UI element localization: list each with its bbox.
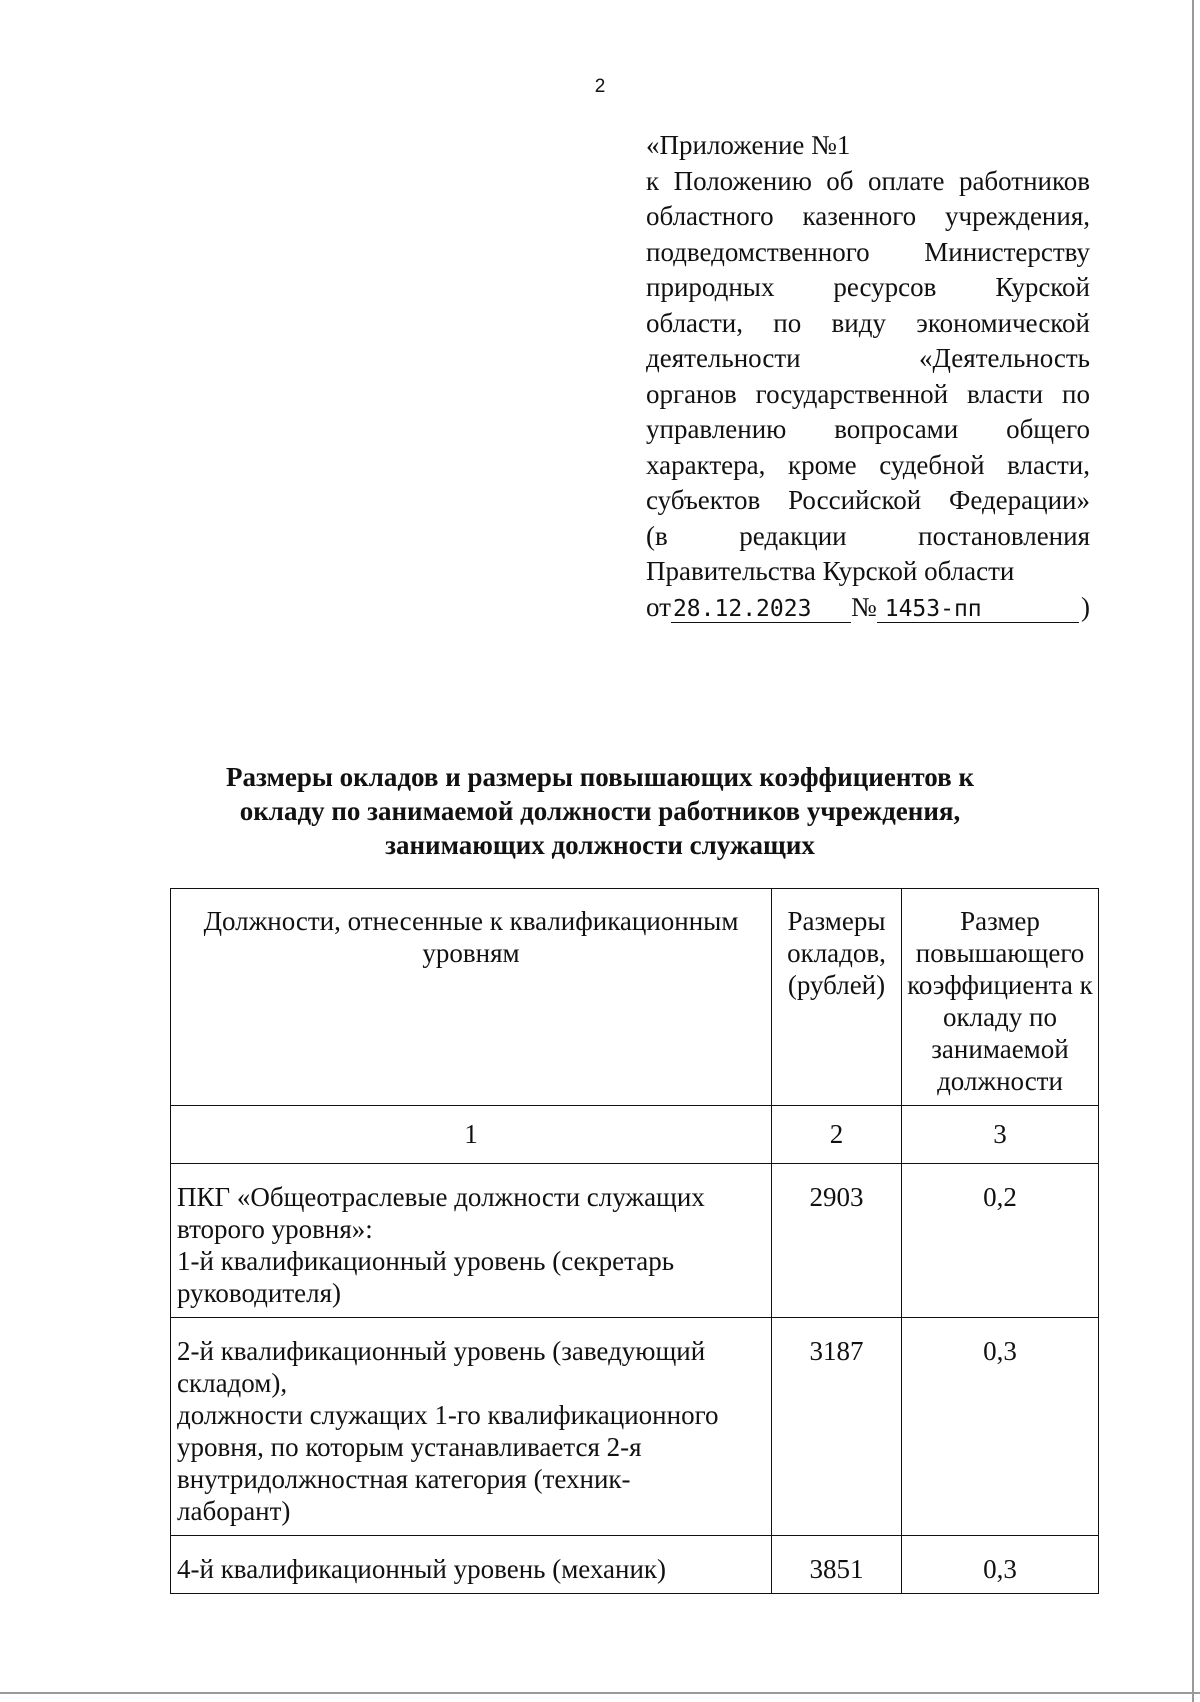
scan-edge-bottom [0, 1692, 1200, 1694]
appendix-line: области, по виду экономической [646, 307, 1090, 338]
position-line: 2-й квалификационный уровень (заведующий [177, 1336, 706, 1366]
decree-prefix: от [646, 591, 671, 622]
column-number: 1 [171, 1106, 772, 1164]
coefficient-cell: 0,3 [902, 1318, 1099, 1536]
appendix-line: деятельности «Деятельность [646, 343, 1090, 373]
position-cell [171, 1536, 772, 1594]
position-line: должности служащих 1-го квалификационного [177, 1400, 719, 1430]
table-row [171, 1318, 1099, 1536]
appendix-line: к Положению об оплате работников [646, 165, 1090, 196]
appendix-line: субъектов Российской Федерации» [646, 485, 1090, 515]
header-coefficient: Размер повышающего коэффициента к окладу по занимаемой должности [902, 889, 1099, 1106]
appendix-line: подведомственного Министерству [646, 236, 1090, 267]
salary-table [170, 888, 1099, 1594]
title-line: Размеры окладов и размеры повышающих коэффициентов к [225, 762, 975, 792]
position-cell [171, 1318, 772, 1536]
position-line: лаборант) [177, 1496, 291, 1526]
salary-cell: 2903 [772, 1164, 902, 1318]
coefficient-cell: 0,2 [902, 1164, 1099, 1318]
page-number: 2 [594, 76, 606, 97]
position-line: второго уровня»: [177, 1214, 373, 1244]
document-title [150, 760, 1050, 862]
decree-date: 28.12.2023 [671, 596, 851, 623]
salary-cell: 3851 [772, 1536, 902, 1594]
column-number: 2 [772, 1106, 902, 1164]
column-number-row [171, 1106, 1099, 1164]
position-line: 1-й квалификационный уровень (секретарь [177, 1246, 675, 1276]
header-positions: Должности, отнесенные к квалификационным уровням [171, 889, 772, 1106]
coefficient-cell: 0,3 [902, 1536, 1099, 1594]
appendix-line: (в редакции постановления [646, 520, 1090, 551]
salary-cell: 3187 [772, 1318, 902, 1536]
header-salary: Размеры окладов, (рублей) [772, 889, 902, 1106]
position-line: руководителя) [177, 1278, 342, 1308]
appendix-line: органов государственной власти по [646, 378, 1090, 409]
appendix-line: характера, кроме судебной власти, [646, 449, 1090, 480]
column-number: 3 [902, 1106, 1099, 1164]
appendix-line: областного казенного учреждения, [646, 201, 1090, 231]
position-line: складом), [177, 1368, 288, 1398]
position-cell [171, 1164, 772, 1318]
position-line: внутридолжностная категория (техник- [177, 1464, 631, 1494]
decree-reference [646, 590, 1090, 626]
appendix-line: управлению вопросами общего [646, 414, 1090, 444]
position-line: 4-й квалификационный уровень (механик) [177, 1554, 667, 1584]
table-header-row [171, 889, 1099, 1106]
scan-edge-right [1192, 0, 1194, 1702]
decree-number: 1453-пп [877, 596, 1079, 623]
table-row [171, 1164, 1099, 1318]
decree-number-sign: № [850, 591, 877, 622]
title-line: окладу по занимаемой должности работников учреждения, [239, 796, 961, 826]
appendix-line: «Приложение №1 [646, 130, 851, 160]
appendix-line: Правительства Курской области [646, 556, 1015, 586]
appendix-line: природных ресурсов Курской [646, 272, 1090, 302]
table-row [171, 1536, 1099, 1594]
position-line: уровня, по которым устанавливается 2-я [177, 1432, 642, 1462]
decree-close-paren: ) [1081, 591, 1090, 622]
title-line: занимающих должности служащих [385, 830, 815, 860]
appendix-reference-block [646, 128, 1090, 625]
position-line: ПКГ «Общеотраслевые должности служащих [177, 1182, 705, 1212]
